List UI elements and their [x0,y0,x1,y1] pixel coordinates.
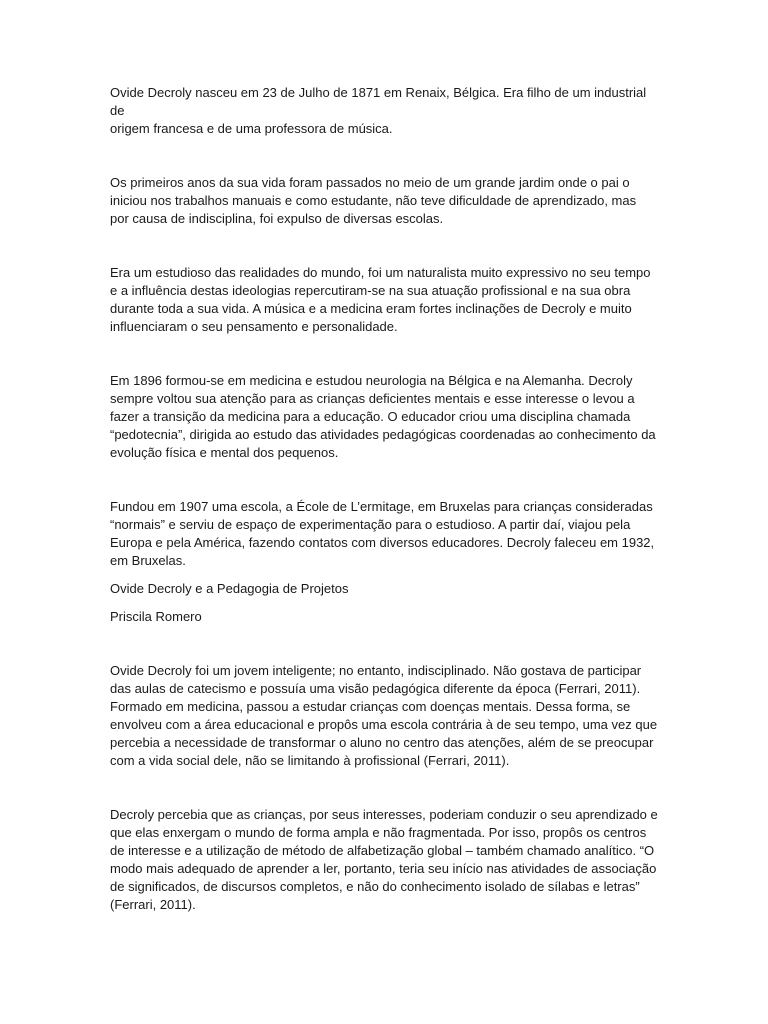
paragraph-medicine: Em 1896 formou-se em medicina e estudou neurologia na Bélgica e na Alemanha. Decroly sempre voltou sua atenção para as crianças deficientes mentais e esse interesse o levou a fazer a transição da medicina para a educação. O educador criou uma disciplina chamada “pedotecnia”, dirigida ao estudo das atividades pedagógicas coordenadas ao conhecimento da evolução física e mental dos pequenos. [110,373,656,460]
article-author: Priscila Romero [110,609,202,624]
document-page [110,84,658,914]
paragraph-naturalist: Era um estudioso das realidades do mundo, foi um naturalista muito expressivo no seu tempo e a influência destas ideologias repercutiram-se na sua atuação profissional e na sua obra durante toda a sua vida. A música e a medicina eram fortes inclinações de Decroly e muito influenciaram o seu pensamento e personalidade. [110,265,651,334]
article-paragraph-method: Decroly percebia que as crianças, por seus interesses, poderiam conduzir o seu aprendizado e que elas enxergam o mundo de forma ampla e não fragmentada. Por isso, propôs os centros de interesse e a utilização de método de alfabetização global – também chamado analítico. “O modo mais adequado de aprender a ler, portanto, teria seu início nas atividades de associação de significados, de discursos completos, e não do conhecimento isolado de sílabas e letras” (Ferrari, 2011). [110,807,658,912]
article-title: Ovide Decroly e a Pedagogia de Projetos [110,581,349,596]
paragraph-birth: Ovide Decroly nasceu em 23 de Julho de 1871 em Renaix, Bélgica. Era filho de um industrial de origem francesa e de uma professora de música. [110,85,647,136]
article-paragraph-youth: Ovide Decroly foi um jovem inteligente; no entanto, indisciplinado. Não gostava de participar das aulas de catecismo e possuía uma visão pedagógica diferente da época (Ferrari, 2011). Formado em medicina, passou a estudar crianças com doenças mentais. Dessa forma, se envolveu com a área educacional e propôs uma escola contrária à de seu tempo, uma vez que percebia a necessidade de transformar o aluno no centro das atenções, além de se preocupar com a vida social dele, não se limitando à profissional (Ferrari, 2011). [110,663,658,768]
paragraph-early-years: Os primeiros anos da sua vida foram passados no meio de um grande jardim onde o pai o iniciou nos trabalhos manuais e como estudante, não teve dificuldade de aprendizado, mas por causa de indisciplina, foi expulso de diversas escolas. [110,175,637,226]
paragraph-school: Fundou em 1907 uma escola, a École de L’ermitage, em Bruxelas para crianças consideradas “normais” e serviu de espaço de experimentação para o estudioso. A partir daí, viajou pela Europa e pela América, fazendo contatos com diversos educadores. Decroly faleceu em 1932, em Bruxelas. [110,499,655,568]
